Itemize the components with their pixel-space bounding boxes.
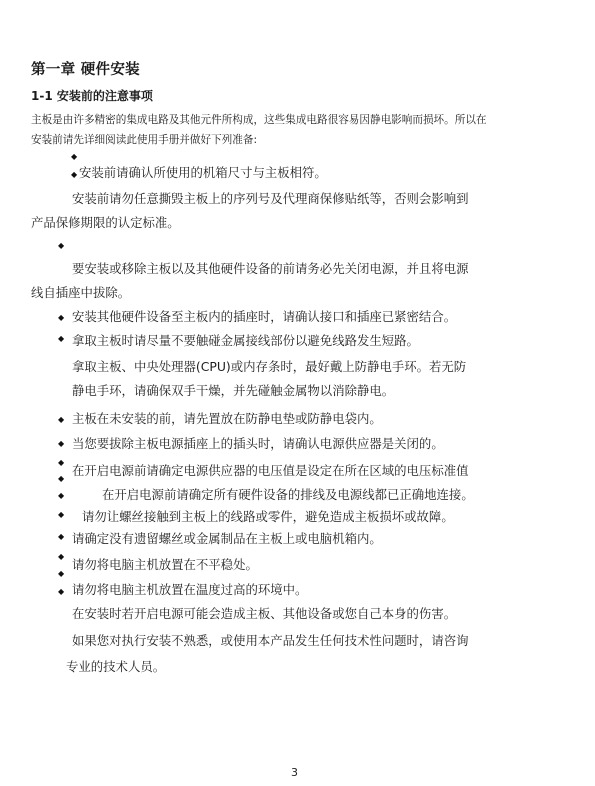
intro-line: 安装前请先详细阅读此使用手册并做好下列准备: [31, 134, 258, 146]
body-line: 安装前请勿任意撕毁主板上的序列号及代理商保修贴纸等，否则会影响到 [72, 191, 469, 206]
body-line: 如果您对执行安装不熟悉，或使用本产品发生任何技术性问题时，请咨询 [72, 633, 469, 648]
body-line: 安装其他硬件设备至主板内的插座时，请确认接口和插座已紧密结合。 [72, 309, 457, 324]
body-line: 请勿将电脑主机放置在温度过高的环境中。 [72, 582, 308, 597]
bullet-icon: ◆ [58, 334, 65, 343]
bullet-icon: ◆ [58, 474, 65, 483]
bullet-icon: ◆ [58, 458, 65, 467]
body-line: 专业的技术人员。 [66, 659, 166, 674]
bullet-icon: ◆ [58, 552, 65, 561]
bullet-icon: ◆ [58, 569, 65, 578]
bullet-icon: ◆ [58, 439, 65, 448]
bullet-icon: ◆ [71, 152, 78, 161]
body-line: 产品保修期限的认定标准。 [31, 215, 180, 230]
body-line: 拿取主板、中央处理器(CPU)或内存条时，最好戴上防静电手环。若无防 [72, 359, 467, 374]
body-line: 安装前请确认所使用的机箱尺寸与主板相符。 [79, 165, 327, 180]
chapter-title: 第一章 硬件安装 [31, 62, 140, 78]
bullet-icon: ◆ [58, 415, 65, 424]
bullet-icon: ◆ [58, 491, 65, 500]
body-line: 要安装或移除主板以及其他硬件设备的前请务必先关闭电源，并且将电源 [72, 261, 469, 276]
body-line: 拿取主板时请尽量不要触碰金属接线部份以避免线路发生短路。 [72, 333, 419, 348]
body-line: 在安装时若开启电源可能会造成主板、其他设备或您自己本身的伤害。 [72, 606, 457, 621]
bullet-icon: ◆ [58, 510, 65, 519]
body-line: 请确定没有遗留螺丝或金属制品在主板上或电脑机箱内。 [72, 531, 382, 546]
bullet-icon: ◆ [71, 170, 78, 179]
body-line: 在开启电源前请确定所有硬件设备的排线及电源线都已正确地连接。 [102, 487, 474, 502]
intro-line: 主板是由许多精密的集成电路及其他元件所构成，这些集成电路很容易因静电影响而损坏。所以在 [31, 114, 487, 126]
body-line: 在开启电源前请确定电源供应器的电压值是设定在所在区域的电压标准值 [72, 463, 469, 478]
bullet-icon: ◆ [58, 532, 65, 541]
body-line: 请勿将电脑主机放置在不平稳处。 [72, 557, 258, 572]
body-line: 请勿让螺丝接触到主板上的线路或零件，避免造成主板损坏或故障。 [82, 509, 454, 524]
bullet-icon: ◆ [58, 241, 65, 250]
body-line: 当您要拔除主板电源插座上的插头时，请确认电源供应器是关闭的。 [72, 436, 444, 451]
bullet-icon: ◆ [58, 313, 65, 322]
body-line: 线自插座中拔除。 [31, 285, 131, 300]
section-title: 1-1 安装前的注意事项 [31, 89, 153, 103]
bullet-icon: ◆ [58, 587, 65, 596]
page-number: 3 [291, 766, 298, 779]
body-line: 主板在未安装的前，请先置放在防静电垫或防静电袋内。 [72, 411, 382, 426]
body-line: 静电手环，请确保双手干燥，并先碰触金属物以消除静电。 [72, 383, 395, 398]
